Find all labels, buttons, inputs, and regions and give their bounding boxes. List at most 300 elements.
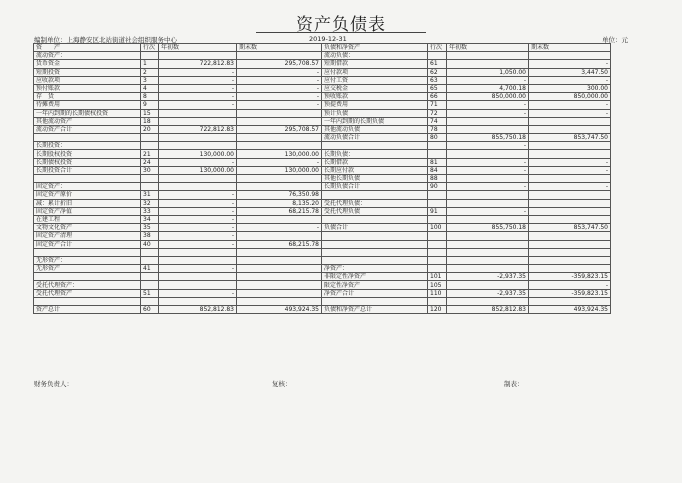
title-underline [256,32,426,33]
asset-end: - [237,93,322,101]
asset-item: 其他流动资产 [34,117,141,125]
table-row [34,52,611,60]
liability-item: 限定性净资产 [322,281,428,289]
asset-begin [159,183,237,191]
table-row [34,142,611,150]
liability-begin [447,215,529,223]
asset-item: 固定资产清理 [34,232,141,240]
asset-line: 35 [141,224,159,232]
liability-end [529,297,611,305]
liability-item: 预收账款 [322,93,428,101]
asset-end: - [237,224,322,232]
liability-item: 长期借款 [322,158,428,166]
liability-begin: - [447,142,529,150]
liability-line: 78 [428,125,447,133]
liability-begin: - [447,207,529,215]
header-end: 期末数 [237,44,322,52]
liability-item: 预计负债 [322,109,428,117]
liability-item: 应付工资 [322,76,428,84]
liability-line: 80 [428,134,447,142]
asset-begin: 722,812.83 [159,125,237,133]
asset-end [237,175,322,183]
liability-line: 81 [428,158,447,166]
asset-item: 减：累计折旧 [34,199,141,207]
liability-item: 一年内到期的长期负债 [322,117,428,125]
asset-begin [159,142,237,150]
asset-begin: - [159,207,237,215]
asset-line: 2 [141,68,159,76]
table-row [34,109,611,117]
header-liability: 负债和净资产 [322,44,428,52]
asset-end: - [237,76,322,84]
asset-line: 8 [141,93,159,101]
asset-line: 31 [141,191,159,199]
page-title: 资产负债表 [296,15,386,35]
table-row [34,117,611,125]
asset-begin: 852,812.83 [159,306,237,314]
asset-item: 长期股权投资 [34,150,141,158]
asset-item: 资产总计 [34,306,141,314]
liability-line: 110 [428,289,447,297]
asset-line: 18 [141,117,159,125]
liability-end [529,150,611,158]
asset-line: 20 [141,125,159,133]
asset-begin [159,175,237,183]
preparer-label: 制表： [504,380,524,388]
asset-item: 固定资产净值 [34,207,141,215]
asset-begin: - [159,76,237,84]
table-row [34,248,611,256]
asset-line: 24 [141,158,159,166]
asset-begin: - [159,224,237,232]
liability-end: - [529,109,611,117]
asset-item: 在建工程 [34,215,141,223]
asset-end [237,297,322,305]
liability-line: 91 [428,207,447,215]
table-row [34,289,611,297]
liability-end: - [529,60,611,68]
table-row [34,224,611,232]
signature-row [34,379,628,388]
liability-begin [447,199,529,207]
liability-end [529,207,611,215]
liability-line: 72 [428,109,447,117]
liability-line [428,215,447,223]
asset-end [237,183,322,191]
asset-item: 应收款项 [34,76,141,84]
liability-begin [447,60,529,68]
asset-begin [159,117,237,125]
asset-line: 32 [141,199,159,207]
liability-begin [447,150,529,158]
asset-item: 受托代理资产： [34,281,141,289]
asset-line: 34 [141,215,159,223]
liability-line [428,256,447,264]
liability-item [322,191,428,199]
liability-end: 850,000.00 [529,93,611,101]
asset-end: - [237,68,322,76]
liability-line: 101 [428,273,447,281]
liability-begin: - [447,183,529,191]
asset-begin: 130,000.00 [159,166,237,174]
liability-line: 120 [428,306,447,314]
liability-end: - [529,281,611,289]
table-row [34,175,611,183]
liability-end: - [529,158,611,166]
asset-item: 流动资产： [34,52,141,60]
liability-line [428,52,447,60]
liability-end [529,175,611,183]
liability-begin: - [447,109,529,117]
table-row [34,207,611,215]
table-row [34,101,611,109]
table-body [34,52,611,314]
liability-end [529,240,611,248]
liability-item: 受托代理负债 [322,207,428,215]
liability-item: 流动负债： [322,52,428,60]
asset-item: 长期投资： [34,142,141,150]
asset-item: 一年内到期的长期债权投资 [34,109,141,117]
liability-line: 88 [428,175,447,183]
table-row [34,158,611,166]
asset-begin [159,281,237,289]
asset-end: 8,135.20 [237,199,322,207]
liability-begin: - [447,76,529,84]
liability-end [529,142,611,150]
liability-end: 853,747.50 [529,224,611,232]
asset-item: 无形资产 [34,265,141,273]
asset-item: 无形资产： [34,256,141,264]
asset-item: 固定资产原价 [34,191,141,199]
table-row [34,68,611,76]
asset-begin: - [159,158,237,166]
asset-item [34,248,141,256]
liability-begin: 850,000.00 [447,93,529,101]
liability-begin [447,117,529,125]
liability-begin: - [447,158,529,166]
liability-item: 非限定性净资产 [322,273,428,281]
asset-item: 文物文化资产 [34,224,141,232]
liability-begin: -2,937.35 [447,289,529,297]
liability-item: 受托代理负债： [322,199,428,207]
asset-line: 3 [141,76,159,84]
asset-begin [159,256,237,264]
liability-line [428,248,447,256]
asset-line: 33 [141,207,159,215]
table-row [34,256,611,264]
asset-end: 68,215.78 [237,207,322,215]
liability-item: 净资产合计 [322,289,428,297]
liability-line: 84 [428,166,447,174]
asset-end [237,117,322,125]
liability-begin [447,297,529,305]
asset-end: - [237,158,322,166]
asset-end [237,142,322,150]
liability-end: - [529,101,611,109]
liability-line: 100 [428,224,447,232]
asset-end [237,289,322,297]
asset-line [141,281,159,289]
organization-label: 编制单位：上海静安区北站街道社会组织服务中心 [34,36,177,44]
header-begin-2: 年初数 [447,44,529,52]
asset-item: 待摊费用 [34,101,141,109]
liability-item [322,297,428,305]
asset-begin [159,248,237,256]
asset-line [141,256,159,264]
liability-item: 长期负债： [322,150,428,158]
liability-item: 其他长期负债 [322,175,428,183]
asset-line: 41 [141,265,159,273]
finance-head-label: 财务负责人： [34,380,73,388]
liability-line: 74 [428,117,447,125]
liability-begin [447,125,529,133]
asset-end: 493,924.35 [237,306,322,314]
liability-line [428,240,447,248]
asset-end [237,265,322,273]
unit-label: 单位：元 [602,36,628,44]
table-row [34,166,611,174]
table-row [34,297,611,305]
liability-begin: -2,937.35 [447,273,529,281]
asset-line [141,52,159,60]
liability-begin [447,52,529,60]
asset-item [34,273,141,281]
asset-begin: - [159,84,237,92]
table-row [34,191,611,199]
asset-end: 295,708.57 [237,125,322,133]
liability-line: 71 [428,101,447,109]
header-asset: 资 产 [34,44,141,52]
asset-line: 1 [141,60,159,68]
liability-line: 61 [428,60,447,68]
liability-item: 预提费用 [322,101,428,109]
asset-end [237,215,322,223]
liability-begin [447,248,529,256]
liability-item: 应付款项 [322,68,428,76]
table-row [34,281,611,289]
table-row [34,93,611,101]
liability-end: 300.00 [529,84,611,92]
asset-end [237,134,322,142]
asset-line: 4 [141,84,159,92]
asset-end [237,256,322,264]
asset-end [237,248,322,256]
asset-end: - [237,101,322,109]
asset-line: 60 [141,306,159,314]
liability-begin: - [447,166,529,174]
asset-item [34,134,141,142]
liability-begin [447,281,529,289]
liability-begin: - [447,101,529,109]
asset-item [34,297,141,305]
liability-begin [447,240,529,248]
asset-line [141,297,159,305]
asset-begin: - [159,232,237,240]
table-row [34,125,611,133]
asset-begin: - [159,191,237,199]
table-row [34,306,611,314]
asset-line: 15 [141,109,159,117]
asset-item: 受托代理资产 [34,289,141,297]
asset-begin: - [159,265,237,273]
asset-line: 38 [141,232,159,240]
asset-line [141,134,159,142]
report-date: 2019-12-31 [309,35,347,43]
header-end-2: 期末数 [529,44,611,52]
liability-end [529,256,611,264]
liability-end: 3,447.50 [529,68,611,76]
liability-line: 66 [428,93,447,101]
asset-line [141,142,159,150]
liability-end [529,117,611,125]
asset-begin: 722,812.83 [159,60,237,68]
liability-begin [447,232,529,240]
liability-item: 净资产： [322,265,428,273]
asset-line: 21 [141,150,159,158]
asset-begin: - [159,240,237,248]
liability-item: 应交税金 [322,84,428,92]
liability-end: - [529,76,611,84]
asset-end: 76,350.98 [237,191,322,199]
liability-line: 62 [428,68,447,76]
asset-line [141,175,159,183]
liability-line: 63 [428,76,447,84]
liability-line [428,232,447,240]
liability-item: 负债合计 [322,224,428,232]
asset-end [237,273,322,281]
table-row [34,150,611,158]
table-row [34,265,611,273]
liability-begin: 1,050.00 [447,68,529,76]
asset-begin: - [159,215,237,223]
liability-item: 流动负债合计 [322,134,428,142]
liability-item [322,232,428,240]
liability-end [529,125,611,133]
liability-begin [447,191,529,199]
liability-line: 65 [428,84,447,92]
asset-item: 预付账款 [34,84,141,92]
liability-end: - [529,166,611,174]
asset-begin [159,109,237,117]
reviewer-label: 复核： [272,380,292,388]
liability-begin: 852,812.83 [447,306,529,314]
liability-end: -359,823.15 [529,289,611,297]
liability-item: 其他流动负债 [322,125,428,133]
liability-line [428,265,447,273]
liability-line [428,142,447,150]
table-row [34,134,611,142]
liability-line [428,150,447,158]
liability-item: 长期应付款 [322,166,428,174]
liability-end: -359,823.15 [529,273,611,281]
liability-line [428,199,447,207]
asset-item: 固定资产合计 [34,240,141,248]
header-begin: 年初数 [159,44,237,52]
asset-end [237,232,322,240]
liability-item: 短期借款 [322,60,428,68]
asset-end [237,52,322,60]
table-row [34,215,611,223]
asset-begin [159,297,237,305]
liability-end: 493,924.35 [529,306,611,314]
asset-begin: - [159,289,237,297]
header-row [34,44,611,52]
table-row [34,199,611,207]
liability-item [322,215,428,223]
asset-begin: - [159,93,237,101]
asset-line: 30 [141,166,159,174]
asset-begin: - [159,199,237,207]
liability-begin: 4,700.18 [447,84,529,92]
asset-begin [159,52,237,60]
asset-item: 长期投资合计 [34,166,141,174]
asset-line [141,248,159,256]
liability-end [529,52,611,60]
asset-end [237,109,322,117]
asset-item: 存 货 [34,93,141,101]
liability-end [529,191,611,199]
table-row [34,60,611,68]
asset-line [141,183,159,191]
liability-line: 90 [428,183,447,191]
table-row [34,232,611,240]
header-line: 行次 [141,44,159,52]
asset-begin: - [159,101,237,109]
asset-item [34,175,141,183]
table-row [34,240,611,248]
asset-begin [159,134,237,142]
liability-end [529,265,611,273]
asset-line: 51 [141,289,159,297]
table-row [34,183,611,191]
asset-end: - [237,84,322,92]
liability-begin [447,265,529,273]
asset-line: 9 [141,101,159,109]
liability-item: 负债和净资产总计 [322,306,428,314]
asset-begin: 130,000.00 [159,150,237,158]
asset-line [141,273,159,281]
asset-begin [159,273,237,281]
liability-line: 105 [428,281,447,289]
asset-item: 长期债权投资 [34,158,141,166]
liability-end [529,248,611,256]
table-row [34,84,611,92]
asset-begin: - [159,68,237,76]
asset-end: 295,708.57 [237,60,322,68]
liability-begin [447,256,529,264]
liability-end: 853,747.50 [529,134,611,142]
table-row [34,273,611,281]
asset-item: 货币资金 [34,60,141,68]
liability-end [529,199,611,207]
liability-line [428,191,447,199]
liability-end [529,215,611,223]
asset-item: 流动资产合计 [34,125,141,133]
liability-begin: 855,750.18 [447,134,529,142]
liability-item [322,256,428,264]
asset-end: 130,000.00 [237,166,322,174]
liability-item [322,142,428,150]
asset-item: 固定资产： [34,183,141,191]
asset-item: 短期投资 [34,68,141,76]
liability-end: - [529,183,611,191]
liability-line [428,297,447,305]
liability-begin [447,175,529,183]
balance-sheet-table [33,43,611,314]
asset-line: 40 [141,240,159,248]
liability-item [322,240,428,248]
asset-end [237,281,322,289]
